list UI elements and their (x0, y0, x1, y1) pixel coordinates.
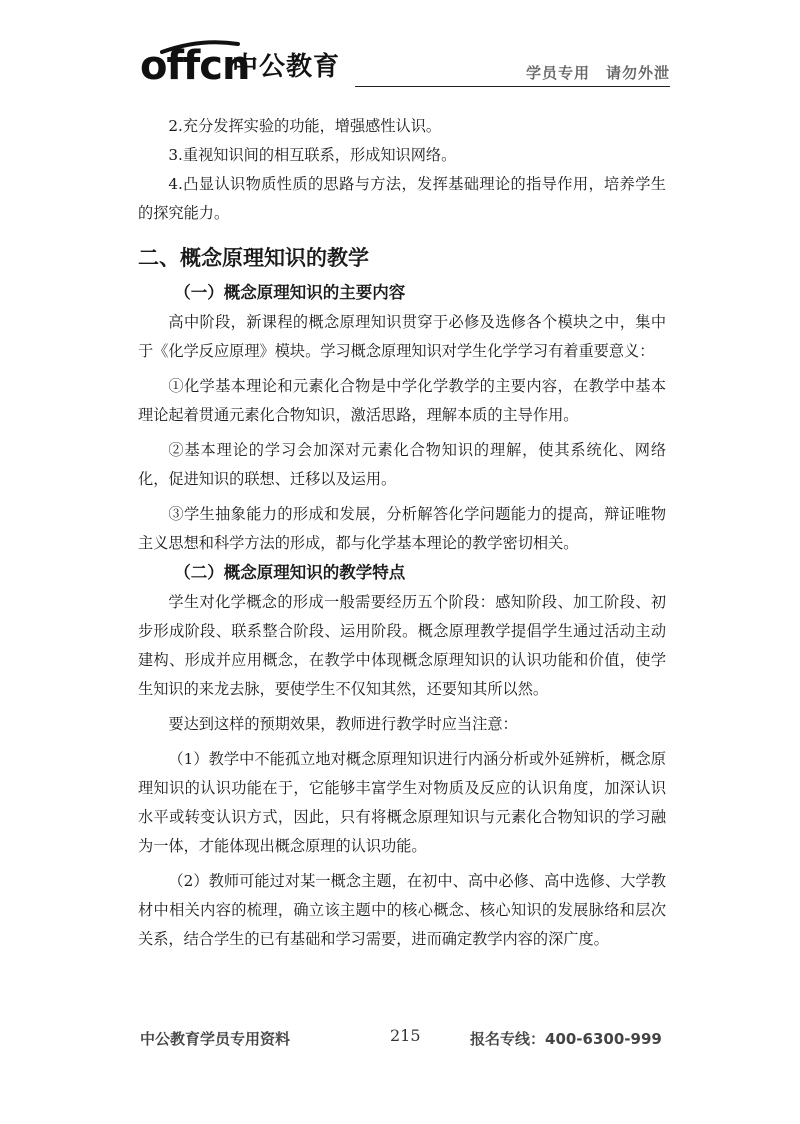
paragraph-2: 2.充分发挥实验的功能，增强感性认识。 (168, 117, 442, 135)
paragraph-notice: 要达到这样的预期效果，教师进行教学时应当注意： (168, 715, 518, 733)
paragraph-point-3: ③学生抽象能力的形成和发展，分析解答化学问题能力的提高，辩证唯物主义思想和科学方法的形成，都与化学基本理论的教学密切相关。 (138, 505, 666, 552)
paragraph-item-2: （2）教师可能过对某一概念主题，在初中、高中必修、高中选修、大学教材中相关内容的梳理，确立该主题中的核心概念、核心知识的发展脉络和层次关系，结合学生的已有基础和学习需要，进而确定教学内容的深广度。 (138, 872, 666, 948)
paragraph-point-2: ②基本理论的学习会加深对元素化合物知识的理解，使其系统化、网络化，促进知识的联想、迁移以及运用。 (138, 441, 666, 488)
page-header (140, 40, 670, 92)
section-heading: 二、概念原理知识的教学 (138, 246, 369, 270)
footer-label: 中公教育学员专用资料 (140, 1030, 291, 1048)
paragraph-4: 4.凸显认识物质性质的思路与方法，发挥基础理论的指导作用，培养学生的探究能力。 (138, 175, 666, 222)
header-rule (355, 86, 670, 87)
paragraph-3: 3.重视知识间的相互联系，形成知识网络。 (168, 146, 457, 164)
paragraph-point-1: ①化学基本理论和元素化合物是中学化学教学的主要内容，在教学中基本理论起着贯通元素化合物知识，激活思路，理解本质的主导作用。 (138, 377, 666, 424)
paragraph-stages: 学生对化学概念的形成一般需要经历五个阶段：感知阶段、加工阶段、初步形成阶段、联系整合阶段、运用阶段。概念原理教学提倡学生通过活动主动建构、形成并应用概念，在教学中体现概念原理知识的认识功能和价值，使学生知识的来龙去脉，要使学生不仅知其然，还要知其所以然。 (138, 593, 666, 698)
page-content (138, 112, 666, 954)
page-footer (140, 1028, 670, 1052)
paragraph-item-1: （1）教学中不能孤立地对概念原理知识进行内涵分析或外延辨析，概念原理知识的认识功能在于，它能够丰富学生对物质及反应的认识角度，加深认识水平或转变认识方式，因此，只有将概念原理知识与元素化合物知识的学习融为一体，才能体现出概念原理的认识功能。 (138, 750, 666, 855)
logo-latin-text: offcn (140, 43, 250, 89)
footer-hotline: 报名专线：400-6300-999 (470, 1030, 662, 1048)
subsection-heading-1: （一）概念原理知识的主要内容 (174, 283, 406, 302)
page-number: 215 (390, 1026, 421, 1045)
header-confidential-note: 学员专用 请勿外泄 (525, 64, 670, 82)
offcn-logo (140, 40, 350, 92)
subsection-heading-2: （二）概念原理知识的教学特点 (174, 563, 406, 582)
paragraph-intro: 高中阶段，新课程的概念原理知识贯穿于必修及选修各个模块之中，集中于《化学反应原理》模块。学习概念原理知识对学生化学学习有着重要意义： (138, 313, 666, 360)
logo-chinese-text: 中公教育 (232, 52, 341, 82)
